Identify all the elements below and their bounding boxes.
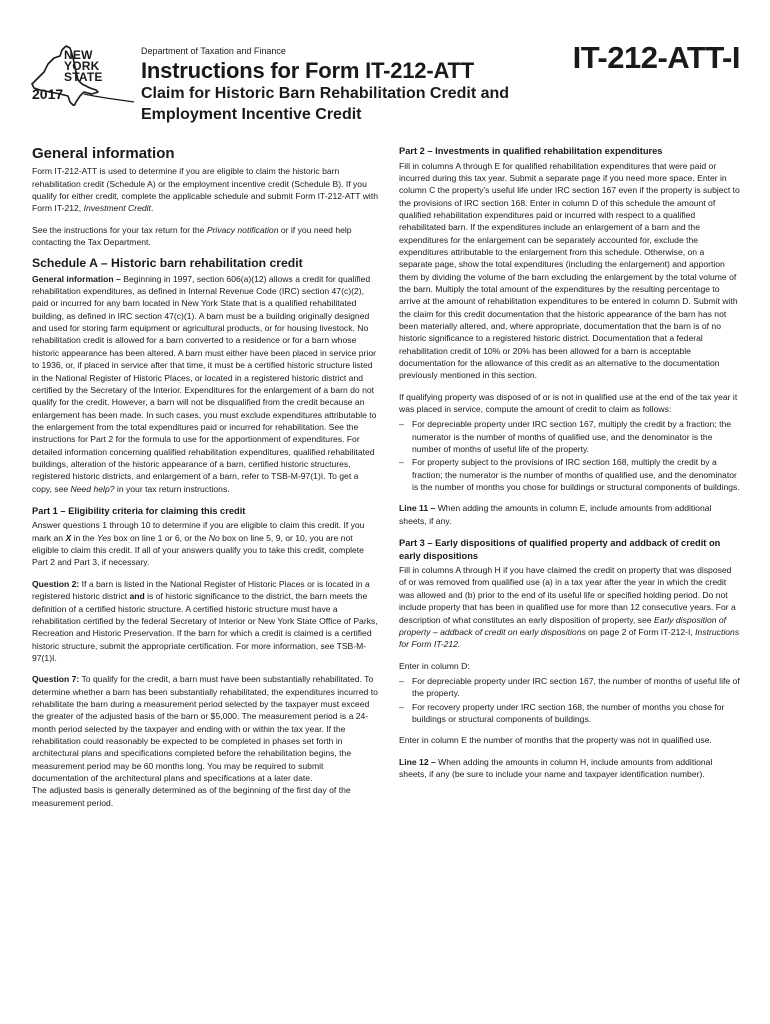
logo-line-state: STATE xyxy=(64,70,103,84)
page-title: Instructions for Form IT-212-ATT xyxy=(141,58,474,83)
part2-list xyxy=(399,418,740,493)
left-column xyxy=(32,145,378,818)
part2-disposal-paragraph: If qualifying property was disposed of or is not in qualified use at the end of the tax year it was placed in service, compute the amount of credit to claim as follows: xyxy=(399,391,738,415)
list-item: – For depreciable property under IRC section 167, multiply the credit by a fraction; the numerator is the number of months of qualified use, and the denominator is the number of months of useful life of the property. xyxy=(399,418,740,455)
column-d-paragraph: Enter in column D: xyxy=(399,660,470,671)
general-info-paragraph: Form IT-212-ATT is used to determine if you are eligible to claim the historic barn rehabilitation credit (Schedule A) or the employment incentive credit (Schedule B). If you qualify for either credit, complete the applicable schedule and submit Form IT-212-ATT with Form IT-212, Investment Credit. xyxy=(32,166,378,214)
schedule-a-paragraph: General information – Beginning in 1997, section 606(a)(12) allows a credit for qualified rehabilitation expenditures, as defined in Internal Revenue Code (IRC) section 47(c)(2), paid or incurred for any barn located in New York State that is a qualified rehabilitated building, as defined in IRC section 47(c)(1). A barn must be a building originally designed and used for storing farm equipment or agricultural products, or for housing livestock. No rehabilitation credit is allowed for a barn converted to a residence or for a barn whose historic appearance has been altered. A barn must either have been placed in service prior to 1936, or, if placed in service after that time, it must be a certified historic structure listed in the National Register of Historic Places, or located in a registered historic district and certified by the Secretary of the Interior. Expenditures for the enlargement of a barn do not qualify for the credit. However, a barn will not be disqualified from the credit because an enlargement has been made. In such cases, you must exclude expenditures attributable to the enlargement from the total expenditures paid or incurred for rehabilitation. See the instructions for Part 2 for the formula to use for the apportionment of expenditures. For detailed information concerning qualified rehabilitation expenditures, qualified rehabilitated buildings, alteration of the historic appearance of a barn, certified historic structures, registered historic districts, and enlargement of a barn, refer to TSB-M-97(1)I. To get a copy, see Need help? in your tax return instructions. xyxy=(32,273,377,494)
part1-paragraph: Answer questions 1 through 10 to determine if you are eligible to claim this credit. If you mark an X in the Yes box on line 1 or 6, or the No box on line 5, 9, or 10, you are not eligible to claim this credit. If all of your answers qualify you to take this credit, complete Part 2 and Part 3, if necessary. xyxy=(32,520,365,568)
part3-paragraph: Fill in columns A through H if you have claimed the credit on property that was disposed of or was removed from qualified use (a) in a tax year after the year in which the credit was allowed and (b) prior to the end of its useful life or specified holding period. Do not include property that has been in qualified use for more than 12 consecutive years. For a description of what constitutes an early disposition of property, see Early disposition of property – addback of credit on early dispositions on page 2 of Form IT-212-I, Instructions for Form IT-212. xyxy=(399,565,740,650)
part2-heading: Part 2 – Investments in qualified rehabilitation expenditures xyxy=(399,146,663,156)
schedule-a-heading: Schedule A – Historic barn rehabilitation credit xyxy=(32,256,303,271)
column-e-paragraph: Enter in column E the number of months that the property was not in qualified use. xyxy=(399,735,712,746)
question2-paragraph: Question 2: If a barn is listed in the National Register of Historic Places or is located in a registered historic district and is of historic significance to the district, the barn meets the definition of a certified historic structure. A certified historic structure must have a rehabilitation certified by the federal Secretary of Interior or New York State Office of Parks, Recreation and Historic Preservation. If the barn for which a credit is claimed is a certified historic structure, submit the appropriate certification. For more information, see TSB-M-97(1)I. xyxy=(32,578,378,663)
line11-paragraph: Line 11 – When adding the amounts in column E, include amounts from additional sheets, if any. xyxy=(399,503,712,526)
logo-line-new: NEW xyxy=(64,48,93,62)
privacy-paragraph: See the instructions for your tax return for the Privacy notification or if you need help contacting the Tax Department. xyxy=(32,224,352,248)
general-info-heading: General information xyxy=(32,145,175,162)
department-name: Department of Taxation and Finance xyxy=(141,46,286,56)
list-item: – For property subject to the provisions of IRC section 168, multiply the credit by a fraction; the numerator is the number of months of qualified use, and the denominator is the number of months you chose for buildings or structural components of buildings. xyxy=(399,456,740,493)
adjusted-basis-paragraph: The adjusted basis is generally determined as of the beginning of the first day of the measurement period. xyxy=(32,785,351,808)
logo-wordmark xyxy=(64,50,103,83)
line12-paragraph: Line 12 – When adding the amounts in column H, include amounts from additional sheets, if any (be sure to include your name and taxpayer identification number). xyxy=(399,756,713,779)
form-code: IT-212-ATT-I xyxy=(572,40,740,75)
question7-paragraph: Question 7: To qualify for the credit, a barn must have been substantially rehabilitated. To determine whether a barn has been substantially rehabilitated, the expenditures incurred to rehabilitate the barn during a measurement period selected by the taxpayer must exceed the greater of the adjusted basis of the barn or $5,000. The measurement period is a 24-month period selected by the taxpayer and ending with or within the tax year. If the rehabilitation could reasonably be expected to be completed in phases set forth in architectural plans and specifications completed before the rehabilitation begins, the measurement period may be 60 months long. You may be required to submit documentation of the architectural plans and specifications at a later date. xyxy=(32,674,378,783)
part2-paragraph: Fill in columns A through E for qualified rehabilitation expenditures that were paid or incurred during this tax year. Submit a separate page if you need more space. Enter in column C the property's useful life under IRC section 167 even if the property is subject to the provisions of IRC section 168. Enter in column D of this schedule the amount of qualified rehabilitation expenditures paid or incurred with respect to a qualified rehabilitated barn. If the expenditures include an enlargement of a barn and the expenditures for the enlargement can be separately accounted for, exclude the expenditures attributable to the enlargement from this schedule. Otherwise, on a separate page, show the total expenditures (including the enlargement) and apportion them by dividing the volume of the barn excluding the enlargement by the total volume of the barn. Multiply the total amount of the expenditures by the resulting percentage to arrive at the amount of rehabilitation expenditures to be entered in column D. Submit with the claim for this credit documentation that the historic appearance of the barn has not been materially altered, and, where appropriate, documentation that the barn is of no historic significance to a registered historic district. Documentation that a federal rehabilitation credit of 10% or 20% has been allowed for a barn is acceptable documentation for the allowance of this credit as an alternative to the documentation previously mentioned in this section. xyxy=(399,160,740,381)
tax-year: 2017 xyxy=(32,86,64,102)
right-column xyxy=(399,145,740,789)
list-item: – For depreciable property under IRC section 167, the number of months of useful life of the property. xyxy=(399,675,740,700)
page-subtitle: Claim for Historic Barn Rehabilitation Credit and Employment Incentive Credit xyxy=(141,85,510,123)
part3-list xyxy=(399,675,740,725)
list-item: – For recovery property under IRC section 168, the number of months you chose for buildings or structural components of buildings. xyxy=(399,701,740,726)
part3-heading: Part 3 – Early dispositions of qualified property and addback of credit on early dispositions xyxy=(399,538,721,561)
part1-heading: Part 1 – Eligibility criteria for claiming this credit xyxy=(32,505,246,516)
logo-line-york: YORK xyxy=(64,59,100,73)
